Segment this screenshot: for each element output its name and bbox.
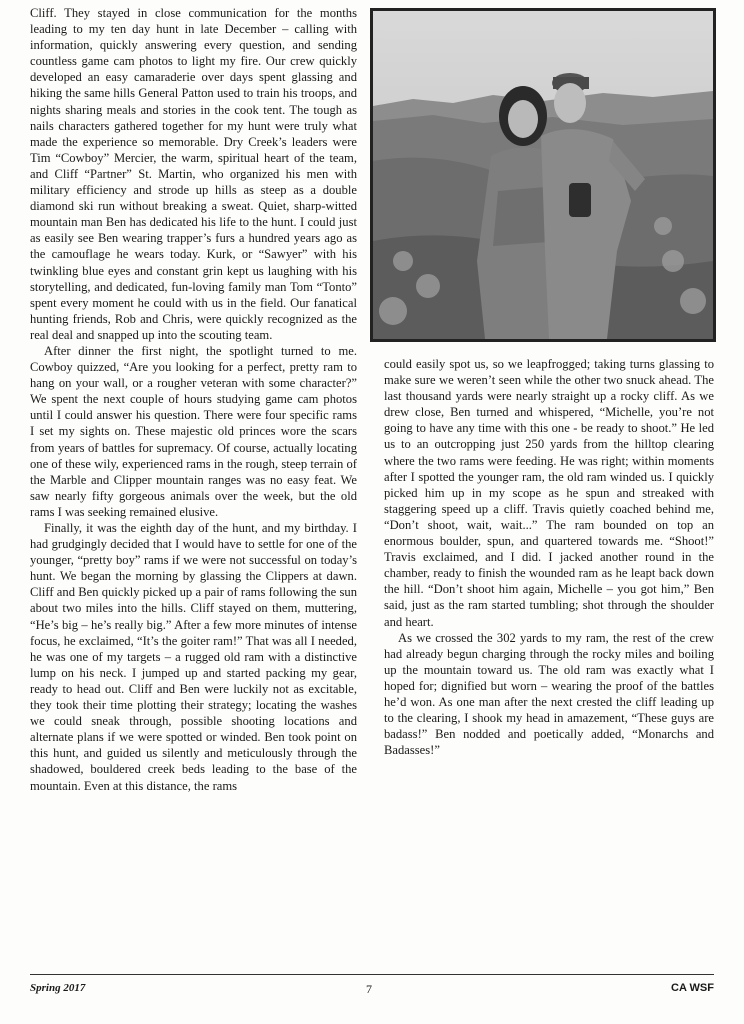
footer-divider [30,974,714,975]
paragraph: As we crossed the 302 yards to my ram, the rest of the crew had already begun charging through the rocky miles and boiling up the mountain toward us. The old ram was exactly what I hoped for; dignified but worn – wearing the proof of the battles he’d won. As one man after the next crested the cliff leading up to the clearing, I shook my head in amazement, “These guys are badass!” Ben nodded and poetically added, “Monarchs and Badasses!” [384,630,714,758]
couple-photo [370,8,716,342]
photo-image [373,11,713,339]
paragraph: Finally, it was the eighth day of the hunt, and my birthday. I had grudgingly decided that I would have to settle for one of the younger, “pretty boy” rams if we were not successful on today’s hunt. We began the morning by glassing the Clippers at dawn. Cliff and Ben quickly picked up a pair of rams following the sun about two miles into the hills. Cliff stayed on them, muttering, “He’s big – he’s really big.” After a few more minutes of intense focus, he exclaimed, “It’s the goiter ram!” That was all I needed, he was one of my targets – a rugged old ram with a distinctive lump on his neck. I jumped up and started packing my gear, ready to head out. Cliff and Ben were luckily not as excitable, they took their time plotting their strategy; locating the washes we could sneak through, possible shooting locations and alternate plans if we were spotted or winded. Ben took point on this hunt, and guided us silently and meticulously through the shadowed, bouldered creek beds leading to the base of the mountain. Even at this distance, the rams [30,521,357,793]
footer-season: Spring 2017 [30,982,86,994]
left-text-column [30,5,357,794]
right-text-column [384,356,714,758]
paragraph: Cliff. They stayed in close communication for the months leading to my ten day hunt in late December – calling with information, quickly answering every question, and sending countless game cam photos to light my fire. Our crew quickly developed an easy camaraderie over days spent glassing and hiking the same hills General Patton used to train his troops, and nights sharing meals and stories in the cook tent. The tough as nails characters gathered together for my hunt were truly what made the experience so memorable. Dry Creek’s leaders were Tim “Cowboy” Mercier, the warm, spiritual heart of the team, and Cliff “Partner” St. Martin, who organized his men with military efficiency and strode up hills as steep as a double diamond ski run without breaking a sweat. Quiet, sharp-witted mountain man Ben has dedicated his life to the hunt. I could just as easily see Ben wearing trapper’s furs a hundred years ago as the camouflage he wears today. Kurk, or “Sawyer” with his twinkling blue eyes and constant grin kept us laughing with his storytelling, and dedicated, fun-loving family man Tom “Tonto” spent every moment he could with us in the field. Our fanatical hunting friends, Rob and Chris, were quickly recognized as the real deal and snapped up into the scouting team. [30,6,357,342]
paragraph: could easily spot us, so we leapfrogged; taking turns glassing to make sure we weren’t seen while the other two snuck ahead. The last thousand yards were nearly straight up a rocky cliff. As we drew close, Ben turned and whispered, “Michelle, you’re not going to have any time with this one - be ready to shoot.” He led us to an outcropping just 250 yards from the hilltop clearing where the two rams were feeding. He was right; within moments after I spotted the younger ram, the old ram winded us. I quickly picked him up in my scope as he spun and streaked with staggering speed up a cliff. Travis quietly coached behind me, “Don’t shoot, wait, wait...” The ram bounded on top an enormous boulder, spun, and quartered towards me. “Shoot!” Travis exclaimed, and I did. I jacked another round in the chamber, ready to finish the wounded ram as he leapt back down the hill. “Don’t shoot him again, Michelle – you got him,” Ben said, just as the ram started tumbling; shot through the shoulder and heart. [384,357,714,629]
publication-name: CA WSF [671,982,714,994]
page-number: 7 [366,982,372,996]
paragraph: After dinner the first night, the spotlight turned to me. Cowboy quizzed, “Are you looking for a perfect, pretty ram to hang on your wall, or a rougher veteran with some character?” We spent the next couple of hours studying game cam photos until I could answer his question. There were four specific rams I set my sights on. These majestic old princes wore the scars from years of battles for supremacy. Of course, actually locating one of these wily, experienced rams in the rough, steep terrain of the Marble and Clipper mountain ranges was no easy feat. We saw nearly fifty gorgeous animals over the week, but the old rams I was seeking remained elusive. [30,343,357,519]
